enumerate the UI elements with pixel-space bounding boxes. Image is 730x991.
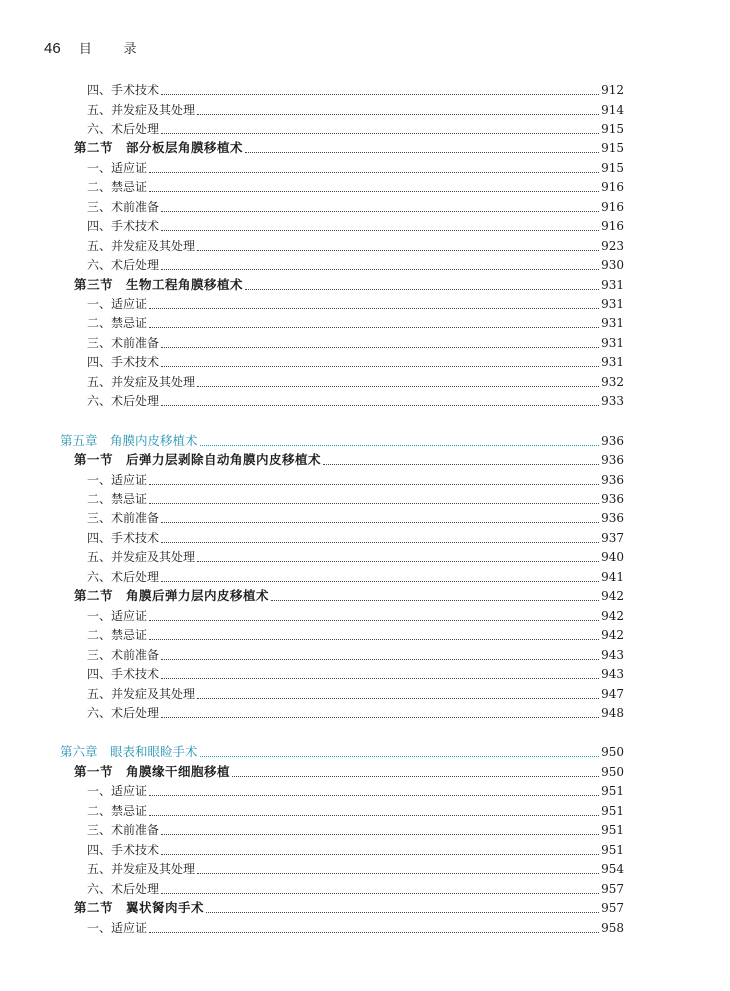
toc-item xyxy=(0,333,730,353)
toc-entry-title: 一、适应证 xyxy=(87,472,148,487)
page-number: 46 xyxy=(44,40,61,57)
toc-entry-page: 930 xyxy=(601,258,624,272)
toc-entry-title: 一、适应证 xyxy=(87,784,148,799)
dot-leader xyxy=(149,620,599,621)
toc-entry-title: 三、术前准备 xyxy=(87,511,160,526)
dot-leader xyxy=(149,795,599,796)
toc-entry-page: 940 xyxy=(601,550,624,565)
toc-entry-page: 947 xyxy=(601,686,624,701)
toc-entry-title: 第一节 角膜缘干细胞移植 xyxy=(74,763,231,779)
toc-entry-page: 957 xyxy=(601,881,624,896)
toc-entry-title: 五、并发症及其处理 xyxy=(87,686,196,701)
toc-entry-page: 951 xyxy=(601,842,624,857)
dot-leader xyxy=(232,776,599,777)
dot-leader xyxy=(161,678,599,679)
dot-leader xyxy=(149,639,599,640)
toc-entry-title: 二、禁忌证 xyxy=(87,628,148,643)
toc-entry-page: 931 xyxy=(601,316,624,331)
dot-leader xyxy=(149,172,599,173)
toc-section xyxy=(0,275,730,295)
toc-entry-title: 四、手术技术 xyxy=(87,667,160,682)
toc-entry-page: 936 xyxy=(601,433,624,448)
toc-entry-title: 六、术后处理 xyxy=(87,394,160,409)
dot-leader xyxy=(161,893,599,894)
toc-item xyxy=(0,801,730,821)
toc-item xyxy=(0,859,730,879)
dot-leader xyxy=(197,250,599,251)
toc-entry-title: 五、并发症及其处理 xyxy=(87,238,196,253)
toc-entry-title: 五、并发症及其处理 xyxy=(87,374,196,389)
toc-entry-page: 948 xyxy=(601,706,624,720)
toc-entry-title: 第二节 角膜后弹力层内皮移植术 xyxy=(74,588,270,604)
dot-leader xyxy=(149,815,599,816)
toc-entry-page: 931 xyxy=(601,277,624,292)
dot-leader xyxy=(323,464,599,465)
toc-entry-title: 四、手术技术 xyxy=(87,83,160,97)
toc-item xyxy=(0,216,730,236)
dot-leader xyxy=(161,269,599,270)
toc-entry-title: 四、手术技术 xyxy=(87,219,160,234)
toc-entry-title: 六、术后处理 xyxy=(87,881,160,896)
dot-leader xyxy=(161,717,599,718)
toc-item xyxy=(0,80,730,100)
dot-leader xyxy=(161,405,599,406)
toc-entry-title: 三、术前准备 xyxy=(87,647,160,662)
toc-chapter xyxy=(0,431,730,451)
dot-leader xyxy=(161,366,599,367)
dot-leader xyxy=(161,347,599,348)
dot-leader xyxy=(245,289,599,290)
dot-leader xyxy=(149,503,599,504)
toc-entry-page: 916 xyxy=(601,199,624,214)
dot-leader xyxy=(197,386,599,387)
toc-entry-title: 二、禁忌证 xyxy=(87,180,148,195)
toc-item xyxy=(0,703,730,723)
toc-entry-title: 第三节 生物工程角膜移植术 xyxy=(74,276,244,292)
dot-leader xyxy=(161,211,599,212)
toc-entry-page: 957 xyxy=(601,901,624,915)
toc-item xyxy=(0,781,730,801)
toc-entry-title: 五、并发症及其处理 xyxy=(87,102,196,117)
dot-leader xyxy=(149,932,599,933)
toc-entry-title: 四、手术技术 xyxy=(87,842,160,857)
toc-entry-title: 二、禁忌证 xyxy=(87,316,148,331)
dot-leader xyxy=(197,873,599,874)
toc-entry-page: 951 xyxy=(601,784,624,799)
toc-entry-title: 一、适应证 xyxy=(87,608,148,623)
toc-section xyxy=(0,898,730,918)
toc-entry-title: 五、并发症及其处理 xyxy=(87,550,196,565)
toc-entry-title: 三、术前准备 xyxy=(87,335,160,350)
dot-leader xyxy=(197,698,599,699)
toc-entry-page: 950 xyxy=(601,745,624,760)
dot-leader xyxy=(197,561,599,562)
toc-item xyxy=(0,255,730,275)
dot-leader xyxy=(200,445,600,446)
toc-entry-title: 六、术后处理 xyxy=(87,121,160,136)
dot-leader xyxy=(161,834,599,835)
toc-entry-page: 933 xyxy=(601,394,624,409)
toc-entry-page: 942 xyxy=(601,589,624,604)
toc-entry-page: 931 xyxy=(601,355,624,370)
toc-entry-page: 951 xyxy=(601,823,624,838)
dot-leader xyxy=(149,327,599,328)
toc-item xyxy=(0,470,730,490)
toc-entry-title: 四、手术技术 xyxy=(87,355,160,370)
toc-section xyxy=(0,762,730,782)
toc-chapter xyxy=(0,742,730,762)
toc-entry-page: 916 xyxy=(601,219,624,234)
dot-leader xyxy=(161,581,599,582)
toc-entry-page: 958 xyxy=(601,920,624,935)
toc-entry-title: 四、手术技术 xyxy=(87,530,160,545)
toc-entry-title: 二、禁忌证 xyxy=(87,492,148,506)
toc-item xyxy=(0,489,730,509)
toc-entry-page: 950 xyxy=(601,764,624,779)
toc-item xyxy=(0,236,730,256)
toc-entry-page: 936 xyxy=(601,472,624,487)
toc-entry-title: 六、术后处理 xyxy=(87,258,160,272)
toc-section xyxy=(0,586,730,606)
toc-section xyxy=(0,450,730,470)
dot-leader xyxy=(161,659,599,660)
page-title: 目 录 xyxy=(78,41,151,56)
toc-entry-page: 912 xyxy=(601,83,624,97)
toc-entry-page: 937 xyxy=(601,530,624,545)
toc-section xyxy=(0,138,730,158)
toc-item xyxy=(0,567,730,587)
dot-leader xyxy=(149,484,599,485)
dot-leader xyxy=(161,94,599,95)
toc-entry-page: 931 xyxy=(601,296,624,311)
toc-item xyxy=(0,197,730,217)
toc-item xyxy=(0,508,730,528)
toc-item xyxy=(0,606,730,626)
toc-entry-page: 936 xyxy=(601,453,624,468)
toc-entry-title: 第六章 眼表和眼睑手术 xyxy=(60,744,198,760)
toc-item xyxy=(0,313,730,333)
dot-leader xyxy=(271,600,599,601)
dot-leader xyxy=(149,308,599,309)
toc-item xyxy=(0,177,730,197)
dot-leader xyxy=(161,522,599,523)
toc-item xyxy=(0,158,730,178)
dot-leader xyxy=(200,756,600,757)
dot-leader xyxy=(161,133,599,134)
toc-entry-page: 942 xyxy=(601,628,624,643)
toc-entry-title: 一、适应证 xyxy=(87,296,148,311)
dot-leader xyxy=(245,152,599,153)
toc-entry-title: 第一节 后弹力层剥除自动角膜内皮移植术 xyxy=(74,452,322,468)
toc-entry-page: 916 xyxy=(601,180,624,195)
toc-item xyxy=(0,645,730,665)
toc-entry-title: 二、禁忌证 xyxy=(87,803,148,818)
toc-entry-title: 三、术前准备 xyxy=(87,199,160,214)
toc-item xyxy=(0,684,730,704)
dot-leader xyxy=(161,854,599,855)
toc-item xyxy=(0,820,730,840)
toc-entry-title: 三、术前准备 xyxy=(87,823,160,838)
toc-entry-page: 943 xyxy=(601,667,624,682)
toc-entry-title: 一、适应证 xyxy=(87,920,148,935)
toc-entry-page: 932 xyxy=(601,374,624,389)
dot-leader xyxy=(149,191,599,192)
toc-item xyxy=(0,352,730,372)
toc-entry-page: 931 xyxy=(601,335,624,350)
toc-entry-title: 六、术后处理 xyxy=(87,569,160,584)
toc-entry-title: 第二节 翼状胬肉手术 xyxy=(74,900,205,915)
toc-entry-title: 一、适应证 xyxy=(87,160,148,175)
toc-entry-page: 915 xyxy=(601,121,624,136)
toc-item xyxy=(0,294,730,314)
toc-item xyxy=(0,840,730,860)
dot-leader xyxy=(161,230,599,231)
toc-entry-title: 第二节 部分板层角膜移植术 xyxy=(74,140,244,156)
toc-entry-page: 923 xyxy=(601,238,624,253)
toc-item xyxy=(0,528,730,548)
toc-entry-title: 第五章 角膜内皮移植术 xyxy=(60,432,198,448)
toc-item xyxy=(0,119,730,139)
toc-entry-title: 六、术后处理 xyxy=(87,706,160,720)
toc-entry-page: 951 xyxy=(601,803,624,818)
dot-leader xyxy=(161,542,599,543)
toc-item xyxy=(0,918,730,938)
toc-item xyxy=(0,547,730,567)
toc-item xyxy=(0,664,730,684)
toc-entry-page: 936 xyxy=(601,492,624,506)
toc-entry-title: 五、并发症及其处理 xyxy=(87,862,196,877)
toc-entry-page: 943 xyxy=(601,647,624,662)
dot-leader xyxy=(206,912,599,913)
toc-item xyxy=(0,391,730,411)
toc-entry-page: 915 xyxy=(601,160,624,175)
toc-entry-page: 914 xyxy=(601,102,624,117)
toc-entry-page: 936 xyxy=(601,511,624,526)
toc-entry-page: 942 xyxy=(601,608,624,623)
toc-entry-page: 915 xyxy=(601,141,624,156)
toc-item xyxy=(0,625,730,645)
toc-entry-page: 954 xyxy=(601,862,624,877)
toc-item xyxy=(0,100,730,120)
toc-item xyxy=(0,372,730,392)
dot-leader xyxy=(197,114,599,115)
page-header xyxy=(44,38,150,57)
toc-entry-page: 941 xyxy=(601,569,624,584)
toc-item xyxy=(0,879,730,899)
